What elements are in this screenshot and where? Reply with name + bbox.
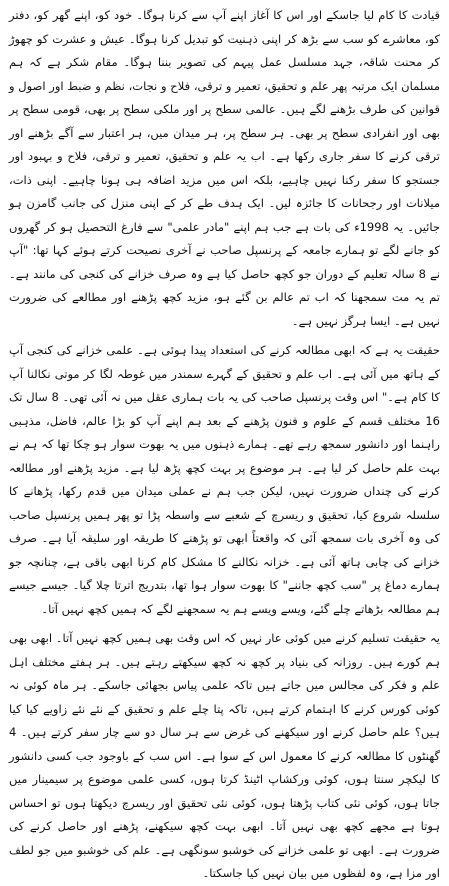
paragraph-3: یہ حقیقت تسلیم کرنے میں کوئی عار نہیں کہ اس وقت بھی ہمیں کچھ نہیں آتا۔ ابھی بھی ہم کورے ہیں۔ روزانہ کی بنیاد پر کچھ نہ کچھ سیکھتے رہتے ہیں۔ ہر ہفتے مختلف اہل علم و فکر کی مجالس میں جاتے ہیں تاکہ علمی پیاس بجھائی جاسکے۔ ہر ماہ کوئی نہ کوئی کورس کرنے کا اہتمام کرتے ہیں، تاکہ پتا چلے علم و تحقیق کے نئے نئے زاویے کیا کیا ہیں؟ علم حاصل کرنے اور سیکھنے کی غرض سے ہر سال دو سے چار سفر کرتے ہیں۔ 4 گھنٹوں کا مطالعہ کرنے کا معمول اس کے سوا ہے۔ اس سب کے باوجود جب کسی دانشور کا لیکچر سنتا ہوں، کوئی ورکشاپ اٹینڈ کرتا ہوں، کسی علمی موضوع پر سیمینار میں جاتا ہوں، کوئی نئی کتاب پڑھتا ہوں، کوئی نئی تحقیق اور ریسرچ دیکھتا ہوں تو احساس ہوتا ہے مجھے کچھ بھی نہیں آتا۔ ابھی بہت کچھ سیکھنے، پڑھنے اور حاصل کرنے کی ضرورت ہے۔ ابھی تو علمی خزانے کی خوشبو سونگھی ہے۔ علم کی خوشبو میں جو لطف اور مزا ہے، وہ لفظوں میں بیان نہیں کیا جاسکتا۔ [9,631,440,880]
paragraph-1: قیادت کا کام لیا جاسکے اور اس کا آغاز اپنے آپ سے کرنا ہوگا۔ خود کو، اپنے گھر کو، دفتر کو، معاشرے کو سب سے بڑھ کر اپنی ذہنیت کو تبدیل کرنا ہوگا۔ عیش و عشرت کو چھوڑ کر محنت شاقہ، جہد مسلسل عمل پیہم کی تصویر بننا ہوگا۔ مقام شکر ہے کہ ہم مسلمان ایک مرتبہ پھر علم و تحقیق، تعمیر و ترقی، فلاح و نجات، نظم و ضبط اور اصول و قوانین کی طرف بڑھنے لگے ہیں۔ عالمی سطح پر اور ملکی سطح پر بھی، قومی سطح پر بھی اور انفرادی سطح پر بھی۔ ہر سطح پر، ہر میدان میں، ہر اعتبار سے آگے بڑھنے اور ترقی کرنے کا سفر جاری رکھا ہے۔ اب یہ علم و تحقیق، تعمیر و ترقی، فلاح و بہبود اور جستجو کا سفر رکنا نہیں چاہیے، بلکہ اس میں مزید اضافہ ہی ہونا چاہیے۔ اپنی ذات، میلانات اور رجحانات کا جائزہ لیں۔ ایک ہدف طے کر کے اپنی منزل کی جانب گامزن ہو جائیں۔ یہ 1998ء کی بات ہے جب ہم اپنے "مادر علمی" سے فارغ التحصیل ہو کر گھروں کو جانے لگے تو ہمارے جامعہ کے پرنسپل صاحب نے آخری نصیحت کرتے ہوئے کہا تھا: "آپ نے 8 سالہ تعلیم کے دوران جو کچھ حاصل کیا ہے وہ صرف خزانے کی کنجی کی مانند ہے۔ تم یہ مت سمجھنا کہ اب تم عالم بن گئے ہو، مزید کچھ پڑھنے اور مطالعے کی ضرورت نہیں ہے۔ ایسا ہرگز نہیں ہے۔ [9,8,440,328]
paragraph-2: حقیقت یہ ہے کہ ابھی مطالعہ کرنے کی استعداد پیدا ہوئی ہے۔ علمی خزانے کی کنجی آپ کے ہاتھ میں آئی ہے۔ اب علم و تحقیق کے گہرے سمندر میں غوطہ لگا کر موتی نکالنا آپ کا کام ہے۔" اس وقت پرنسپل صاحب کی یہ بات ہماری عقل میں نہ آئی تھی۔ 8 سال تک 16 مختلف قسم کے علوم و فنون پڑھنے کے بعد ہم اپنے آپ کو بڑا عالم، فاضل، مذہبی راہنما اور دانشور سمجھ رہے تھے۔ ہمارے ذہنوں میں یہ بھوت سوار ہو چکا تھا کہ ہم نے بہت علم حاصل کر لیا ہے۔ ہر موضوع پر بہت کچھ پڑھ لیا ہے۔ مزید پڑھنے اور مطالعہ کرنے کی چنداں ضرورت نہیں، لیکن جب ہم نے عملی میدان میں قدم رکھا، پڑھانے کا سلسلہ شروع کیا، تحقیق و ریسرچ کے شعبے سے واسطہ پڑا تو پھر ہمیں پرنسپل صاحب کی وہ آخری بات سمجھ آئی کہ واقعتاً ابھی تو پڑھنے کا طریقہ اور سلیقہ آیا ہے۔ صرف خزانے کی چابی ہاتھ آئی ہے۔ خزانہ نکالنے کا مشکل کام کرنا ابھی باقی ہے، چنانچہ جو ہمارے دماغ پر "سب کچھ جاننے" کا بھوت سوار ہوا تھا، بتدریج اترتا چلا گیا۔ جیسے جیسے ہم مطالعہ بڑھاتے چلے گئے، ویسے ویسے ہم یہ سمجھنے لگے کہ ہمیں کچھ نہیں آتا۔ [9,343,440,616]
